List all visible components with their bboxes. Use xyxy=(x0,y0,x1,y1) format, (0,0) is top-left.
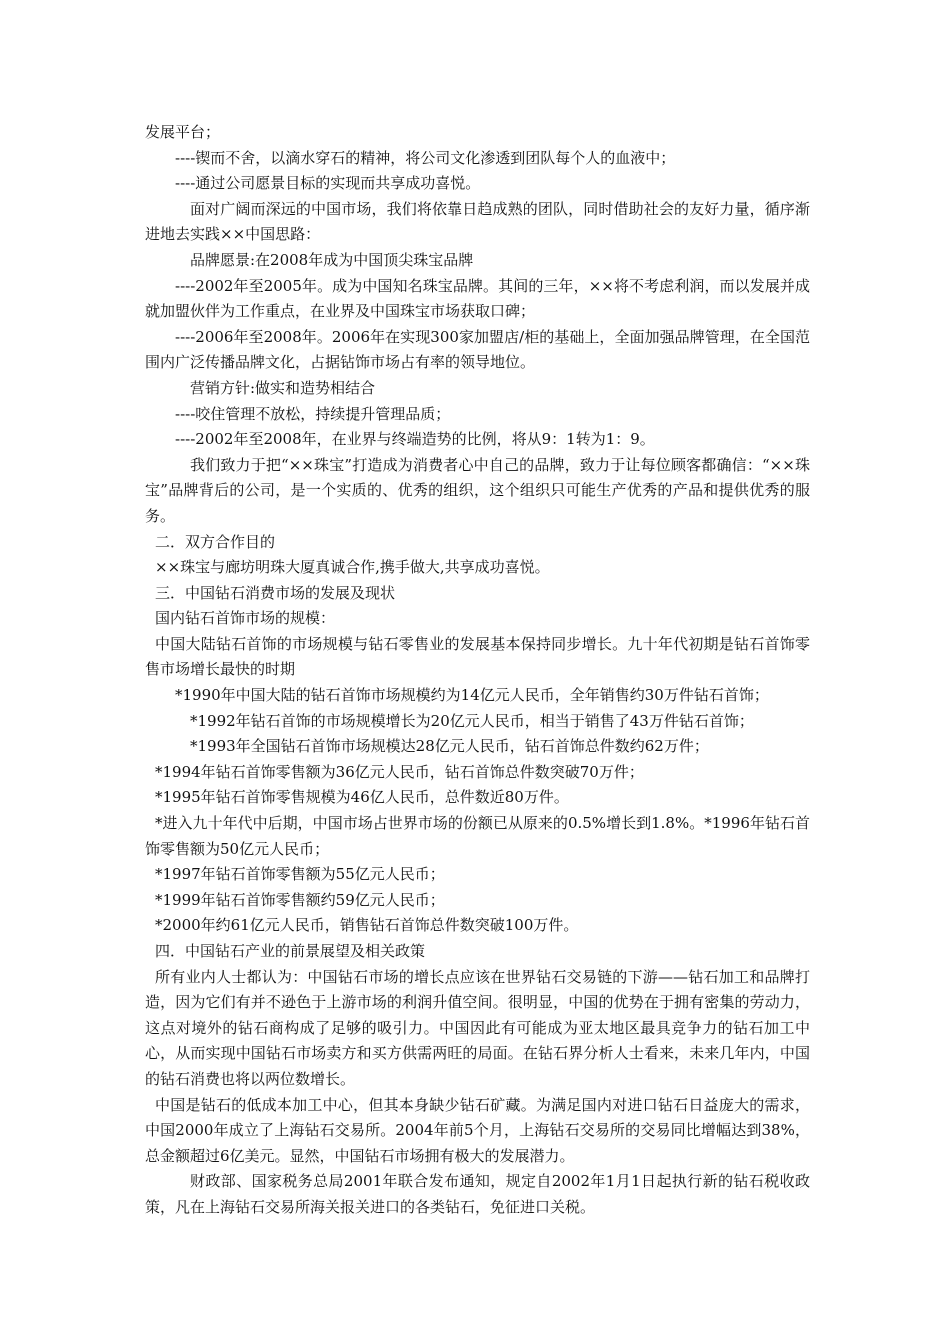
section-heading: 三．中国钻石消费市场的发展及现状 xyxy=(155,583,396,602)
paragraph: 国内钻石首饰市场的规模： xyxy=(155,609,336,628)
paragraph: ----2002年至2008年，在业界与终端造势的比例，将从9：1转为1：9。 xyxy=(175,430,655,449)
paragraph: 财政部、国家税务总局2001年联合发布通知，规定自2002年1月1日起执行新的钻石税收政策，凡在上海钻石交易所海关报关进口的各类钻石，免征进口关税。 xyxy=(145,1172,810,1216)
list-item: *1995年钻石首饰零售规模为46亿人民币，总件数近80万件。 xyxy=(155,788,569,807)
list-item: *1992年钻石首饰的市场规模增长为20亿元人民币，相当于销售了43万件钻石首饰； xyxy=(190,711,754,730)
paragraph: 中国是钻石的低成本加工中心，但其本身缺少钻石矿藏。为满足国内对进口钻石日益庞大的需求，中国2000年成立了上海钻石交易所。2004年前5个月，上海钻石交易所的交易同比增幅达到38%，总金额超过6亿美元。显然，中国钻石市场拥有极大的发展潜力。 xyxy=(145,1095,810,1165)
list-item: *进入九十年代中后期，中国市场占世界市场的份额已从原来的0.5%增长到1.8%。*1996年钻石首饰零售额为50亿元人民币； xyxy=(145,814,810,858)
section-heading: 四．中国钻石产业的前景展望及相关政策 xyxy=(155,942,426,960)
paragraph: ----2006年至2008年。2006年在实现300家加盟店/柜的基础上，全面加强品牌管理，在全国范围内广泛传播品牌文化，占据钻饰市场占有率的领导地位。 xyxy=(145,327,810,372)
paragraph: 营销方针:做实和造势相结合 xyxy=(190,378,376,397)
paragraph: 所有业内人士都认为：中国钻石市场的增长点应该在世界钻石交易链的下游——钻石加工和品牌打造，因为它们有并不逊色于上游市场的利润升值空间。很明显，中国的优势在于拥有密集的劳动力，这点对境外的钻石商构成了足够的吸引力。中国因此有可能成为亚太地区最具竞争力的钻石加工中心，从而实现中国钻石市场卖方和买方供需两旺的局面。在钻石界分析人士看来，未来几年内，中国的钻石消费也将以两位数增长。 xyxy=(145,967,810,1088)
paragraph: ----咬住管理不放松，持续提升管理品质； xyxy=(175,404,451,423)
paragraph: 品牌愿景:在2008年成为中国顶尖珠宝品牌 xyxy=(190,250,474,269)
list-item: *2000年约61亿元人民币，销售钻石首饰总件数突破100万件。 xyxy=(155,916,579,935)
list-item: *1999年钻石首饰零售额约59亿元人民币； xyxy=(155,890,445,909)
paragraph: ----锲而不舍，以滴水穿石的精神，将公司文化渗透到团队每个人的血液中； xyxy=(175,148,676,167)
paragraph: 我们致力于把“××珠宝”打造成为消费者心中自己的品牌，致力于让每位顾客都确信：“××珠宝”品牌背后的公司，是一个实质的、优秀的组织，这个组织只可能生产优秀的产品和提供优秀的服务。 xyxy=(145,455,810,525)
document-body xyxy=(145,120,810,1221)
paragraph: ××珠宝与廊坊明珠大厦真诚合作,携手做大,共享成功喜悦。 xyxy=(155,558,550,577)
list-item: *1994年钻石首饰零售额为36亿元人民币，钻石首饰总件数突破70万件； xyxy=(155,762,644,781)
paragraph: ----通过公司愿景目标的实现而共享成功喜悦。 xyxy=(175,174,481,193)
section-heading: 二．双方合作目的 xyxy=(155,532,276,551)
paragraph: ----2002年至2005年。成为中国知名珠宝品牌。其间的三年，××将不考虑利润，而以发展并成就加盟伙伴为工作重点，在业界及中国珠宝市场获取口碑； xyxy=(145,276,810,321)
paragraph: 面对广阔而深远的中国市场，我们将依靠日趋成熟的团队，同时借助社会的友好力量，循序渐进地去实践××中国思路： xyxy=(145,199,810,244)
list-item: *1997年钻石首饰零售额为55亿元人民币； xyxy=(155,865,445,884)
paragraph: 发展平台； xyxy=(145,123,221,141)
paragraph: 中国大陆钻石首饰的市场规模与钻石零售业的发展基本保持同步增长。九十年代初期是钻石首饰零售市场增长最快的时期 xyxy=(145,634,810,679)
list-item: *1993年全国钻石首饰市场规模达28亿元人民币，钻石首饰总件数约62万件； xyxy=(190,737,709,756)
list-item: *1990年中国大陆的钻石首饰市场规模约为14亿元人民币，全年销售约30万件钻石首饰； xyxy=(175,686,769,705)
